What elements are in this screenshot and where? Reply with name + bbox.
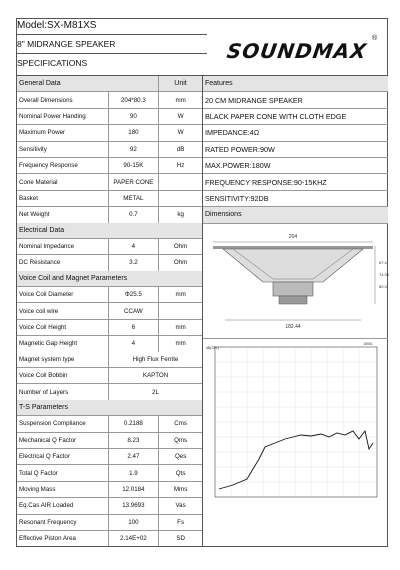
table-row xyxy=(17,416,202,432)
row-unit: Cms xyxy=(174,420,187,428)
row-unit: SD xyxy=(176,535,185,543)
row-value: 3.2 xyxy=(109,255,160,270)
features-panel xyxy=(203,76,388,546)
row-value: KAPTON xyxy=(142,372,169,380)
row-value: 1.9 xyxy=(109,465,160,480)
row-unit: Vas xyxy=(175,502,186,510)
row-value: 2L xyxy=(152,388,159,396)
row-value: 2.47 xyxy=(109,449,160,464)
dimensions-head: Dimensions xyxy=(203,207,388,223)
feature-item: FREQUENCY RESPONSE:90-15KHZ xyxy=(203,174,388,190)
table-row xyxy=(17,336,202,351)
frequency-response-curve xyxy=(219,431,373,489)
row-unit: W xyxy=(177,112,184,120)
section-voice-coil xyxy=(17,271,202,287)
row-value: 4 xyxy=(109,239,160,254)
row-value: 204*80.3 xyxy=(109,92,160,107)
table-row xyxy=(17,158,202,174)
spec-table xyxy=(17,76,203,546)
table-row xyxy=(17,465,202,481)
row-value: METAL xyxy=(109,191,160,206)
row-label: Frequency Response xyxy=(17,158,109,173)
table-row xyxy=(17,498,202,514)
feature-item: SENSITIVITY:92DB xyxy=(203,191,388,207)
product-title: 8" MIDRANGE SPEAKER xyxy=(17,39,116,49)
row-label: Overall Dimensions xyxy=(17,92,109,107)
dimension-drawing xyxy=(203,224,388,339)
row-unit: mm xyxy=(175,340,186,348)
row-unit xyxy=(159,303,202,318)
row-value: 13.9693 xyxy=(109,498,160,513)
frequency-response-chart xyxy=(203,339,388,519)
dim-side-label-3: 80.3 xyxy=(379,283,387,289)
feature-item: MAX.POWER:180W xyxy=(203,158,388,174)
row-value: High Flux Ferrite xyxy=(132,355,179,363)
row-value: Φ25.5 xyxy=(109,287,160,302)
table-row xyxy=(17,255,202,270)
row-label: Cone Material xyxy=(17,174,109,189)
row-unit: Qms xyxy=(174,436,188,444)
section-title: Electrical Data xyxy=(19,226,65,234)
row-unit: mm xyxy=(175,324,186,332)
row-label: Net Weight xyxy=(17,207,109,222)
row-value: 90 xyxy=(109,109,160,124)
row-unit: Ohm xyxy=(173,259,188,267)
dim-side-label-2: 74.36 xyxy=(379,271,390,277)
row-label: Number of Layers xyxy=(17,384,109,399)
section-electrical xyxy=(17,223,202,239)
row-value: 180 xyxy=(109,125,160,140)
spec-sheet xyxy=(16,18,388,547)
row-value: 2.14E+02 xyxy=(109,531,160,546)
table-row xyxy=(17,109,202,125)
table-row xyxy=(17,207,202,222)
table-row xyxy=(17,239,202,255)
row-unit: Ohm xyxy=(173,243,188,251)
row-unit xyxy=(159,191,202,206)
row-value: 90-15K xyxy=(109,158,160,173)
row-unit: Fs xyxy=(177,518,185,526)
table-row xyxy=(17,368,202,384)
row-label: Electrical Q Factor xyxy=(17,449,109,464)
table-row xyxy=(17,531,202,546)
brand-logo: SOUNDMAX xyxy=(225,39,369,63)
section-title: Voice Coil and Magnet Parameters xyxy=(19,274,128,282)
table-row xyxy=(17,125,202,141)
row-unit: Hz xyxy=(176,162,185,170)
row-label: Moving Mass xyxy=(17,482,109,497)
table-row xyxy=(17,320,202,336)
row-value: PAPER CONE xyxy=(109,174,160,189)
feature-item: IMPEDANCE:4Ω xyxy=(203,125,388,141)
table-row xyxy=(17,191,202,207)
row-label: Effective Piston Area xyxy=(17,531,109,546)
row-label: Suspension Compliance xyxy=(17,416,109,431)
row-unit: Qts xyxy=(175,469,186,477)
row-label: Voice Coil Diameter xyxy=(17,287,109,302)
feature-item: RATED POWER:90W xyxy=(203,142,388,158)
registered-mark: ® xyxy=(372,35,378,42)
row-label: Magnetic Gap Height xyxy=(17,336,109,351)
section-general xyxy=(17,76,202,92)
table-row xyxy=(17,384,202,399)
row-label: Nominal Impedance xyxy=(17,239,109,254)
table-row xyxy=(17,433,202,449)
row-value: 8.23 xyxy=(109,433,160,448)
row-label: Resonant Frequency xyxy=(17,515,109,530)
row-unit: mm xyxy=(175,291,186,299)
row-value: CCAW xyxy=(109,303,160,318)
row-label: Eq.Cas AIR Loaded xyxy=(17,498,109,513)
table-row xyxy=(17,92,202,108)
header xyxy=(17,19,387,76)
frequency-response-svg xyxy=(203,339,388,519)
row-label: Mechanical Q Factor xyxy=(17,433,109,448)
feature-item: BLACK PAPER CONE WITH CLOTH EDGE xyxy=(203,109,388,125)
speaker-side-view-drawing xyxy=(203,224,388,338)
specifications-label: SPECIFICATIONS xyxy=(17,58,88,68)
row-label: Nominal Power Handing xyxy=(17,109,109,124)
row-value: 12.0184 xyxy=(109,482,160,497)
table-row xyxy=(17,142,202,158)
row-label: Voice Coil Height xyxy=(17,320,109,335)
row-value: 92 xyxy=(109,142,160,157)
divider xyxy=(17,53,207,54)
row-label: Voice coil wire xyxy=(17,303,109,318)
table-row xyxy=(17,303,202,319)
chart-corner-label: 1500L xyxy=(363,341,373,346)
row-label: Maximum Power xyxy=(17,125,109,140)
row-label: Basket xyxy=(17,191,109,206)
row-label: Voice Coil Bobbin xyxy=(17,368,109,383)
table-row xyxy=(17,515,202,531)
row-value: 0.2188 xyxy=(109,416,160,431)
row-value: 0.7 xyxy=(109,207,160,222)
table-row xyxy=(17,287,202,303)
section-title: General Data xyxy=(19,80,61,88)
row-value: 100 xyxy=(109,515,160,530)
row-label: Total Q Factor xyxy=(17,465,109,480)
row-label: Magnet system type xyxy=(17,352,109,367)
row-value: 4 xyxy=(109,336,160,351)
divider xyxy=(17,34,207,35)
unit-header: Unit xyxy=(158,76,202,91)
row-unit: kg xyxy=(177,211,184,219)
row-unit: mm xyxy=(175,96,186,104)
section-ts xyxy=(17,400,202,416)
table-row xyxy=(17,174,202,190)
feature-item: 20 CM MIDRANGE SPEAKER xyxy=(203,92,388,108)
chart-y-label: dB(SPL) xyxy=(206,345,220,350)
section-title: T-S Parameters xyxy=(19,404,69,411)
dim-side-label-1: 67.4 xyxy=(379,259,387,265)
table-row xyxy=(17,482,202,498)
row-unit: Mms xyxy=(173,485,188,493)
dim-bottom-label: 182.44 xyxy=(285,323,301,330)
row-label: Sensitivity xyxy=(17,142,109,157)
row-value: 6 xyxy=(109,320,160,335)
table-row xyxy=(17,352,202,368)
row-unit: Qes xyxy=(174,453,187,461)
features-head: Features xyxy=(203,76,388,92)
model-label: Model:SX-M81XS xyxy=(17,20,97,31)
row-unit: dB xyxy=(176,145,185,153)
dim-top-label: 204 xyxy=(288,233,298,240)
table-row xyxy=(17,449,202,465)
row-unit xyxy=(159,174,202,189)
row-label: DC Resistance xyxy=(17,255,109,270)
row-unit: W xyxy=(177,129,184,137)
